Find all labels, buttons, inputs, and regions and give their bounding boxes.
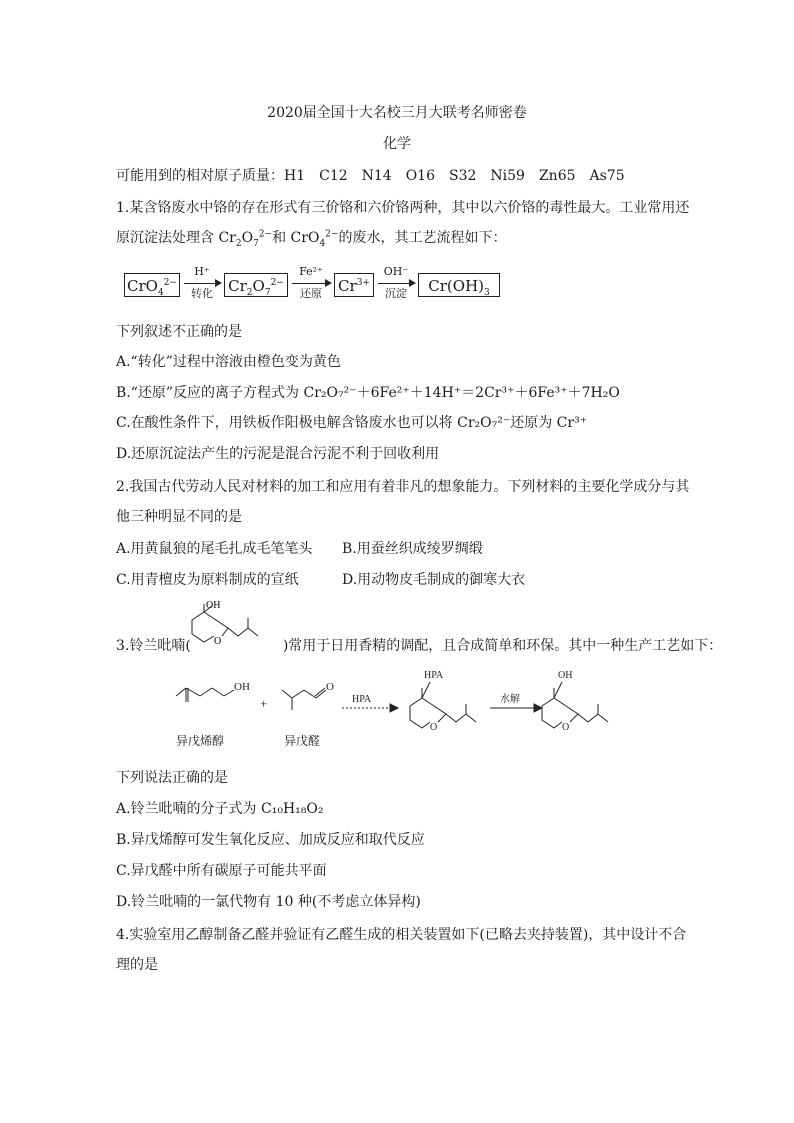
q1-line2-b: 和 CrO: [272, 230, 320, 246]
flow-arrow-1: [182, 265, 222, 305]
q1-line2: 原沉淀法处理含 $Cr_2O_7^{2-}$和 CrO$_4^{2-}$的废水，其工艺流程如下：: [116, 229, 507, 249]
q2-option-d: D.用动物皮毛制成的御寒大衣: [342, 572, 526, 588]
product-ring-o: O: [562, 722, 570, 733]
inline-ring-o: O: [214, 636, 222, 647]
q1-option-c: C.在酸性条件下，用铁板作阳极电解含铬废水也可以将 Cr₂O₇²⁻还原为 Cr³⁺: [116, 415, 588, 431]
arrow1-hpa: HPA: [352, 694, 372, 705]
q3-line1-a: 3.铃兰吡喃(: [116, 638, 191, 654]
q1-option-d: D.还原沉淀法产生的污泥是混合污泥不利于回收利用: [116, 446, 440, 462]
q1-option-a: A.“转化”过程中溶液由橙色变为黄色: [116, 354, 341, 370]
q3-option-d: D.铃兰吡喃的一氯代物有 10 种(不考虑立体异构): [116, 894, 421, 910]
inline-pyran-structure: [184, 598, 278, 654]
q3-line1-b: )常用于日用香精的调配，且合成简单和环保。其中一种生产工艺如下：: [282, 638, 723, 654]
inline-oh-label: OH: [206, 600, 221, 611]
arrow3-reagent: OH⁻: [383, 265, 409, 278]
subject-title: 化学: [383, 136, 411, 152]
isoprenol-oh: OH: [234, 681, 250, 693]
q4-line1: 4.实验室用乙醇制备乙醛并验证有乙醛生成的相关装置如下(已略去夹持装置)，其中设计不合: [116, 927, 687, 943]
q2-option-a: A.用黄鼠狼的尾毛扎成毛笔笔头: [116, 541, 313, 557]
q1-line2-c: 的废水，其工艺流程如下：: [338, 230, 507, 246]
flow-box-chromate: CrO$_4^{2-}$: [124, 273, 180, 297]
isoprenol-caption: 异戊烯醇: [176, 734, 225, 748]
arrow2-hydrolysis: 水解: [500, 694, 520, 705]
q1-line1: 1.某含铬废水中铬的存在形式有三价铬和六价铬两种，其中以六价铬的毒性最大。工业常用还: [116, 200, 690, 216]
flow-box-hydroxide: $Cr(OH)_3$: [418, 273, 500, 297]
intermediate-ring-o: O: [430, 722, 438, 733]
product-oh: OH: [558, 670, 573, 681]
arrow3-label: 沉淀: [385, 287, 407, 300]
arrow2-label: 还原: [300, 287, 322, 300]
synthesis-scheme: [170, 662, 640, 752]
intermediate-hpa: HPA: [424, 670, 444, 681]
atomic-masses: 可能用到的相对原子质量：H1 C12 N14 O16 S32 Ni59 Zn65 As75: [116, 168, 625, 184]
q1-stem: 下列叙述不正确的是: [116, 324, 242, 340]
exam-title: 2020届全国十大名校三月大联考名师密卷: [267, 105, 527, 121]
q2-line2: 他三种明显不同的是: [116, 509, 242, 525]
isovaleraldehyde-caption: 异戊醛: [284, 734, 321, 748]
q4-line2: 理的是: [116, 957, 158, 973]
plus-sign: +: [260, 696, 268, 711]
q3-option-b: B.异戊烯醇可发生氧化反应、加成反应和取代反应: [116, 832, 425, 848]
q2-option-c: C.用青檀皮为原料制成的宣纸: [116, 572, 299, 588]
arrow2-reagent: Fe²⁺: [299, 265, 323, 278]
q1-option-b: B.“还原”反应的离子方程式为 Cr₂O₇²⁻＋6Fe²⁺＋14H⁺＝2Cr³⁺＋6Fe³⁺＋7H₂O: [116, 385, 620, 401]
flow-box-cr3: $Cr^{3+}$: [334, 273, 374, 297]
q2-line1: 2.我国古代劳动人民对材料的加工和应用有着非凡的想象能力。下列材料的主要化学成分与其: [116, 479, 690, 495]
q3-option-c: C.异戊醛中所有碳原子可能共平面: [116, 863, 327, 879]
flow-arrow-3: [376, 265, 416, 305]
flow-arrow-2: [290, 265, 332, 305]
q3-option-a: A.铃兰吡喃的分子式为 C₁₀H₁₈O₂: [116, 801, 324, 817]
q3-stem: 下列说法正确的是: [116, 770, 228, 786]
arrow1-reagent: H⁺: [194, 265, 210, 278]
flow-box-dichromate: $Cr_2O_7^{2-}$: [224, 273, 288, 297]
q1-line2-a: 原沉淀法处理含 Cr: [116, 230, 236, 246]
process-flow-diagram: [124, 265, 490, 305]
aldehyde-o: O: [326, 681, 334, 693]
q2-option-b: B.用蚕丝织成绫罗绸缎: [342, 541, 483, 557]
arrow1-label: 转化: [191, 287, 213, 300]
